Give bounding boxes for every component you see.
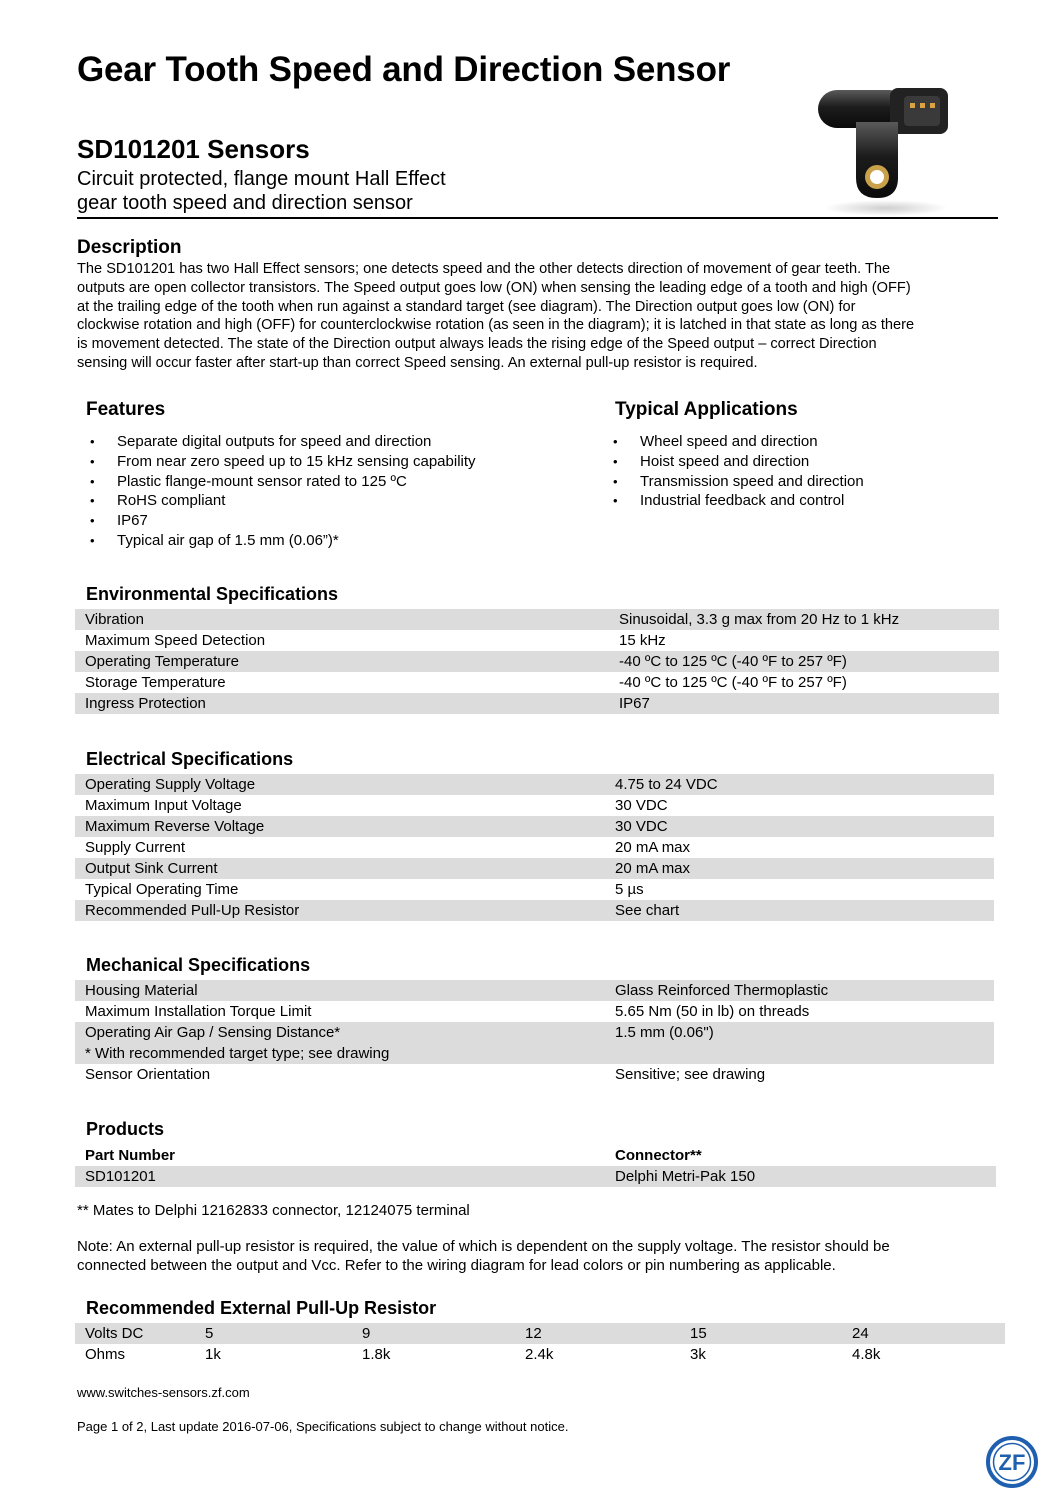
spec-value: Sinusoidal, 3.3 g max from 20 Hz to 1 kHz: [619, 611, 900, 628]
spec-value: -40 ºC to 125 ºC (-40 ºF to 257 ºF): [619, 653, 847, 670]
table-row: [75, 1064, 994, 1085]
ohms-value: 4.8k: [852, 1346, 881, 1363]
spec-label: Maximum Installation Torque Limit: [85, 1003, 312, 1020]
table-row: [75, 858, 994, 879]
application-item: • Wheel speed and direction: [609, 432, 989, 452]
spec-label: Operating Supply Voltage: [85, 776, 256, 793]
spec-label: Maximum Input Voltage: [85, 797, 242, 814]
pullup-heading: Recommended External Pull-Up Resistor: [86, 1298, 437, 1318]
spec-value: 20 mA max: [615, 839, 691, 856]
tagline-line: gear tooth speed and direction sensor: [77, 192, 413, 214]
electrical-table: [75, 774, 994, 921]
description-text: [77, 260, 997, 373]
mechanical-heading: Mechanical Specifications: [86, 955, 311, 975]
spec-label: Typical Operating Time: [85, 881, 239, 898]
spec-label: Sensor Orientation: [85, 1066, 211, 1083]
ohms-value: 3k: [690, 1346, 706, 1363]
description-line: at the trailing edge of the tooth when run against a standard target (see diagram). The Direction output goes low (ON) for: [77, 298, 856, 315]
column-header: Part Number: [85, 1147, 176, 1164]
table-header-row: [75, 1145, 996, 1166]
connector-footnote: ** Mates to Delphi 12162833 connector, 12124075 terminal: [77, 1202, 470, 1219]
spec-label: * With recommended target type; see drawing: [85, 1045, 390, 1062]
table-row: [75, 630, 999, 651]
feature-item: • IP67: [86, 511, 586, 531]
volts-value: 24: [852, 1325, 869, 1342]
volts-value: 12: [525, 1325, 542, 1342]
header-divider: [77, 217, 998, 219]
table-row: [75, 609, 999, 630]
spec-label: Recommended Pull-Up Resistor: [85, 902, 300, 919]
ohms-value: 1.8k: [362, 1346, 391, 1363]
spec-value: 5 µs: [615, 881, 644, 898]
mechanical-table: [75, 980, 994, 1085]
table-row: [75, 1001, 994, 1022]
table-row: [75, 816, 994, 837]
spec-label: Supply Current: [85, 839, 186, 856]
pullup-table: [75, 1323, 1005, 1365]
spec-label: Output Sink Current: [85, 860, 218, 877]
table-row: [75, 1344, 1005, 1365]
spec-label: Storage Temperature: [85, 674, 226, 691]
electrical-heading: Electrical Specifications: [86, 749, 294, 769]
spec-value: 15 kHz: [619, 632, 666, 649]
feature-item: • Typical air gap of 1.5 mm (0.06”)*: [86, 531, 586, 551]
description-line: is movement detected. The state of the Direction output always leads the rising edge of the Speed output – correct Direction: [77, 336, 877, 353]
table-row: [75, 879, 994, 900]
spec-value: See chart: [615, 902, 680, 919]
features-list: [86, 432, 586, 551]
feature-item: • Separate digital outputs for speed and direction: [86, 432, 586, 452]
spec-value: Glass Reinforced Thermoplastic: [615, 982, 829, 999]
table-row: [75, 651, 999, 672]
spec-label: Maximum Reverse Voltage: [85, 818, 265, 835]
spec-value: IP67: [619, 695, 650, 712]
features-heading: Features: [86, 399, 166, 420]
description-line: The SD101201 has two Hall Effect sensors; one detects speed and the other detects direction of movement of gear teeth. The: [77, 261, 891, 277]
spec-value: 30 VDC: [615, 797, 668, 814]
spec-value: 1.5 mm (0.06"): [615, 1024, 714, 1041]
table-row: [75, 837, 994, 858]
svg-text:ZF: ZF: [998, 1450, 1026, 1475]
connector-name: Delphi Metri-Pak 150: [615, 1168, 756, 1185]
table-row: [75, 1022, 994, 1043]
spec-value: 30 VDC: [615, 818, 668, 835]
table-row: [75, 774, 994, 795]
description-line: sensing will occur faster after start-up than correct Speed sensing. An external pull-up resistor is required.: [77, 354, 758, 371]
description-line: clockwise rotation and high (OFF) for counterclockwise rotation (as seen in the diagram); it is latched in that state as long as there: [77, 317, 915, 334]
volts-value: 5: [205, 1325, 214, 1342]
volts-value: 15: [690, 1325, 707, 1342]
part-number: SD101201: [85, 1168, 156, 1185]
spec-label: Vibration: [85, 611, 144, 628]
page-info: Page 1 of 2, Last update 2016-07-06, Specifications subject to change without notice.: [77, 1419, 569, 1434]
product-series-title: SD101201 Sensors: [77, 134, 310, 164]
product-tagline: [77, 167, 446, 215]
ohms-value: 1k: [205, 1346, 221, 1363]
application-item: • Hoist speed and direction: [609, 452, 989, 472]
feature-item: • Plastic flange-mount sensor rated to 125 ºC: [86, 472, 586, 492]
table-row: [75, 900, 994, 921]
feature-item: • From near zero speed up to 15 kHz sensing capability: [86, 452, 586, 472]
spec-label: Ingress Protection: [85, 695, 206, 712]
table-row: [75, 1166, 996, 1187]
applications-heading: Typical Applications: [615, 399, 798, 420]
application-item: • Transmission speed and direction: [609, 472, 989, 492]
spec-value: Sensitive; see drawing: [615, 1066, 766, 1083]
products-table: [75, 1145, 996, 1187]
table-row: [75, 672, 999, 693]
environmental-heading: Environmental Specifications: [86, 584, 339, 604]
spec-value: 20 mA max: [615, 860, 691, 877]
volts-value: 9: [362, 1325, 371, 1342]
table-row: [75, 795, 994, 816]
note-line: Note: An external pull-up resistor is required, the value of which is dependent on the supply voltage. The resistor should be: [77, 1238, 890, 1255]
zf-logo: [985, 1435, 1039, 1489]
spec-label: Operating Air Gap / Sensing Distance*: [85, 1024, 341, 1041]
row-label: Volts DC: [85, 1325, 144, 1342]
table-row: [75, 1323, 1005, 1344]
environmental-table: [75, 609, 999, 714]
products-heading: Products: [86, 1119, 165, 1139]
page-title: Gear Tooth Speed and Direction Sensor: [77, 50, 731, 89]
pullup-note: [77, 1237, 997, 1275]
spec-value: 4.75 to 24 VDC: [615, 776, 718, 793]
spec-label: Housing Material: [85, 982, 198, 999]
description-heading: Description: [77, 237, 182, 258]
table-row: [75, 1043, 994, 1064]
sensor-product-image: [808, 82, 978, 217]
spec-label: Maximum Speed Detection: [85, 632, 266, 649]
table-row: [75, 693, 999, 714]
tagline-line: Circuit protected, flange mount Hall Effect: [77, 168, 446, 190]
note-line: connected between the output and Vcc. Refer to the wiring diagram for lead colors or pin numbering as applicable.: [77, 1257, 836, 1274]
application-item: • Industrial feedback and control: [609, 491, 989, 511]
spec-value: 5.65 Nm (50 in lb) on threads: [615, 1003, 810, 1020]
website-link[interactable]: www.switches-sensors.zf.com: [77, 1385, 250, 1400]
spec-value: -40 ºC to 125 ºC (-40 ºF to 257 ºF): [619, 674, 847, 691]
row-label: Ohms: [85, 1346, 126, 1363]
spec-label: Operating Temperature: [85, 653, 239, 670]
column-header: Connector**: [615, 1147, 702, 1164]
applications-list: [609, 432, 989, 511]
table-row: [75, 980, 994, 1001]
ohms-value: 2.4k: [525, 1346, 554, 1363]
feature-item: • RoHS compliant: [86, 491, 586, 511]
description-line: outputs are open collector transistors. The Speed output goes low (ON) when sensing the leading edge of a tooth and high (OFF): [77, 279, 911, 296]
